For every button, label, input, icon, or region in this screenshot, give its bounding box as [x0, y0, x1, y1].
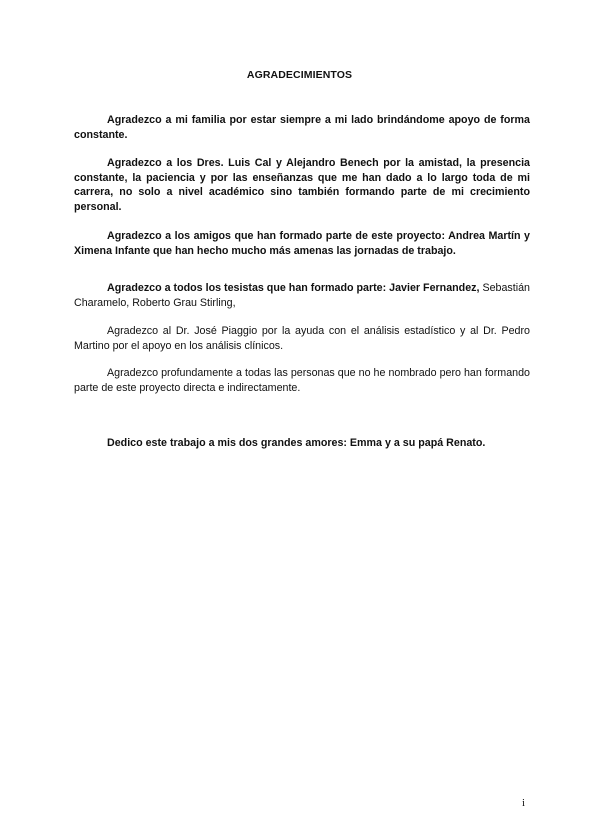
paragraph-text: Agradezco profundamente a todas las personas que no he nombrado pero han formando parte de este proyecto directa e indirectamente.	[74, 367, 530, 394]
acknowledgment-paragraph-family	[74, 113, 530, 142]
paragraph-normal-part: Sebastián Charamelo, Roberto Grau Stirling,	[74, 282, 530, 309]
acknowledgment-paragraph-thesis-students	[74, 281, 530, 310]
paragraph-text: Agradezco a los amigos que han formado parte de este proyecto: Andrea Martín y Ximena Infante que han hecho mucho más amenas las jornadas de trabajo.	[74, 230, 530, 257]
paragraph-bold-part: Agradezco a todos los tesistas que han formado parte: Javier Fernandez,	[107, 282, 480, 294]
paragraph-text: Agradezco al Dr. José Piaggio por la ayuda con el análisis estadístico y al Dr. Pedro Martino por el apoyo en los análisis clínicos.	[74, 325, 530, 352]
acknowledgment-paragraph-doctors	[74, 324, 530, 353]
acknowledgment-paragraph-advisors	[74, 156, 530, 214]
dedication-paragraph	[74, 436, 530, 451]
acknowledgment-paragraph-friends	[74, 229, 530, 258]
paragraph-text: Agradezco a los Dres. Luis Cal y Alejandro Benech por la amistad, la presencia constante, la paciencia y por las enseñanzas que me han dado a lo largo toda de mi carrera, no solo a nivel académico sino también formando parte de mi crecimiento personal.	[74, 157, 530, 213]
page-title: AGRADECIMIENTOS	[246, 69, 353, 81]
paragraph-text	[74, 281, 530, 310]
paragraph-text: Dedico este trabajo a mis dos grandes amores: Emma y a su papá Renato.	[107, 437, 486, 449]
page-number: i	[522, 797, 526, 809]
paragraph-text: Agradezco a mi familia por estar siempre a mi lado brindándome apoyo de forma constante.	[74, 114, 530, 141]
acknowledgment-paragraph-others	[74, 366, 530, 395]
